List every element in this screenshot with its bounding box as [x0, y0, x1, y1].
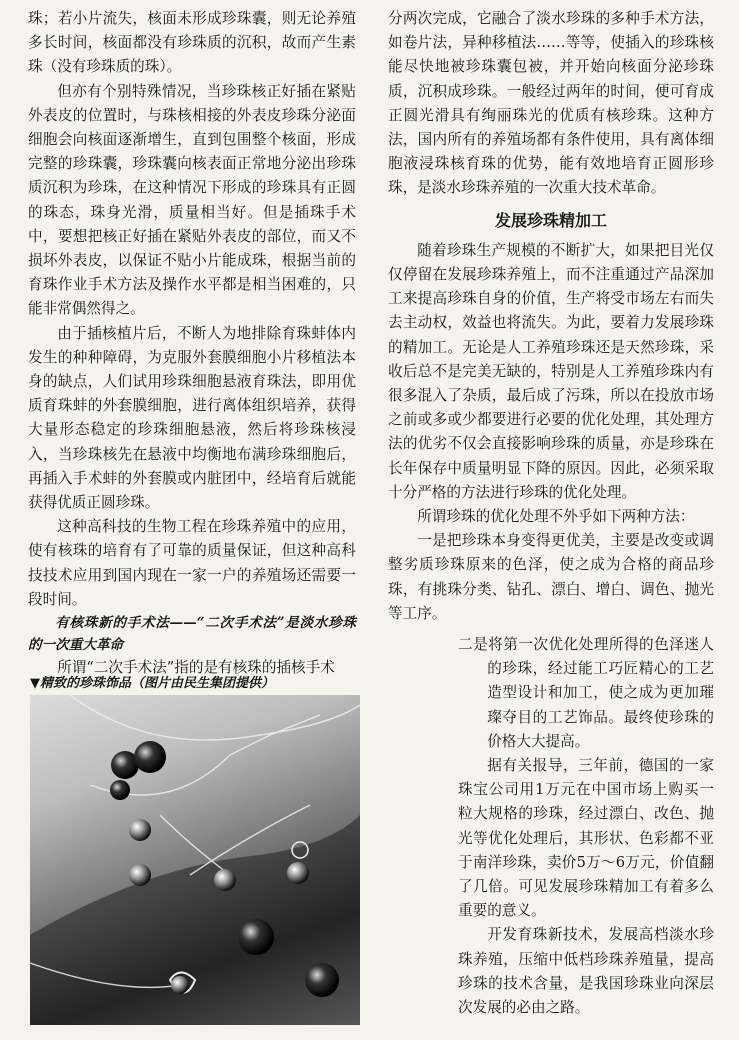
paragraph: 分两次完成，它融合了淡水珍珠的多种手术方法，如卷片法，异种移植法……等等，使插入的珍珠核能尽快地被珍珠囊包被，并开始向核面分泌珍珠质，沉积成珍珠。一般经过两年的时间，便可育成正圆光滑具有绚丽珠光的优质有核珍珠。这种方法，国内所有的养殖场都有条件使用，具有离体细胞液浸珠核育珠的优势，能有效地培育正圆形珍珠，是淡水珍珠养殖的一次重大技术革命。 — [388, 10, 714, 197]
left-column — [28, 7, 356, 680]
section-heading: 发展珍珠精加工 — [494, 210, 607, 230]
right-column-bottom — [458, 633, 714, 1020]
pearl-jewelry-illustration — [30, 695, 360, 1025]
paragraph: 据有关报导，三年前，德国的一家珠宝公司用1万元在中国市场上购买一粒大规格的珍珠，经过漂白、改色、抛光等优化处理后，其形状、色彩都不亚于南洋珍珠，卖价5万～6万元，价值翻了几倍。可见发展珍珠精加工有着多么重要的意义。 — [458, 757, 714, 920]
paragraph: 随着珍珠生产规模的不断扩大，如果把目光仅仅停留在发展珍珠养殖上，而不注重通过产品深加工来提高珍珠自身的价值，生产将受市场左右而失去主动权，效益也将流失。为此，要着力发展珍珠的精加工。无论是人工养殖珍珠还是天然珍珠，采收后总不是完美无缺的，特别是人工养殖珍珠内有很多混入了杂质，最后成了污珠，所以在投放市场之前或多或少都要进行必要的优化处理，其处理方法的优劣不仅会直接影响珍珠的质量，亦是珍珠在长年保存中质量明显下降的原因。因此，必须采取十分严格的方法进行珍珠的优化处理。 — [388, 241, 714, 501]
paragraph: 二是将第一次优化处理所得的色泽迷人的珍珠，经过能工巧匠精心的工艺造型设计和加工，使之成为更加璀璨夺目的工艺饰品。最终使珍珠的价格大大提高。 — [458, 636, 714, 750]
right-column-top — [388, 7, 714, 626]
paragraph: 由于插核植片后，不断人为地排除育珠蚌体内发生的种种障碍，为克服外套膜细胞小片移植法本身的缺点，人们试用珍珠细胞悬液育珠法，即用优质育珠蚌的外套膜细胞，进行离体组织培养，获得大量形态稳定的珍珠细胞悬液，然后将珍珠核浸入，当珍珠核先在悬液中均衡地布满珍珠细胞后，再插入手术蚌的外套膜或内脏团中，经培育后就能获得优质正圆珍珠。 — [28, 324, 356, 512]
pearl-jewelry-photo — [30, 695, 360, 1025]
paragraph: 一是把珍珠本身变得更优美，主要是改变或调整劣质珍珠原来的色泽，使之成为合格的商品珍珠，有挑珠分类、钻孔、漂白、增白、调色、抛光等工序。 — [388, 532, 714, 622]
paragraph: 所谓珍珠的优化处理不外乎如下两种方法： — [417, 508, 695, 526]
paragraph: 珠；若小片流失，核面未形成珍珠囊，则无论养殖多长时间，核面都没有珍珠质的沉积，故而产生素珠（没有珍珠质的珠）。 — [28, 10, 356, 76]
paragraph: 这种高科技的生物工程在珍珠养殖中的应用，使有核珠的培育有了可靠的质量保证，但这种高科技技术应用到国内现在一家一户的养殖场还需要一段时间。 — [28, 518, 356, 608]
figure-caption: ▼精致的珍珠饰品（图片由民生集团提供） — [30, 676, 274, 691]
paragraph: 但亦有个别特殊情况，当珍珠核正好插在紧贴外表皮的位置时，与珠核相接的外表皮珍珠分泌面细胞会向核面逐渐增生，直到包围整个核面，形成完整的珍珠囊，珍珠囊向核表面正常地分泌出珍珠质沉积为珍珠，在这种情况下形成的珍珠具有正圆的珠态，珠身光滑，质量相当好。但是插珠手术中，要想把核正好插在紧贴外表皮的部位，而又不损坏外表皮，以保证不贴小片能成珠，根据当前的育珠作业手术方法及操作水平都是相当困难的，只能非常偶然得之。 — [28, 82, 356, 318]
subheading: 有核珠新的手术法——“二次手术法”是淡水珍珠的一次重大革命 — [28, 615, 356, 654]
paragraph: 所谓“二次手术法”指的是有核珠的插核手术 — [57, 659, 335, 677]
paragraph: 开发育珠新技术，发展高档淡水珍珠养殖，压缩中低档珍珠养殖量，提高珍珠的技术含量，是我国珍珠业向深层次发展的必由之路。 — [458, 926, 714, 1017]
